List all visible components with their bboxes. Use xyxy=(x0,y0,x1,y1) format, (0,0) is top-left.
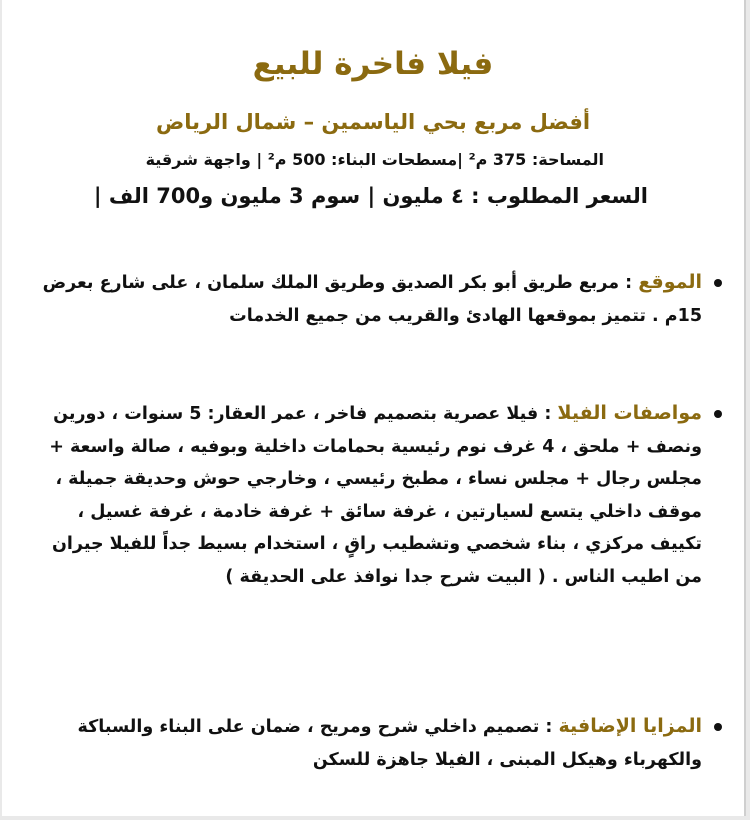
location-text: : مربع طريق أبو بكر الصديق وطريق الملك سلمان ، على شارع بعرض 15م . تتميز بموقعها الهادئ والقريب من جميع الخدمات xyxy=(42,273,702,326)
bullet-dot-icon xyxy=(714,410,722,418)
extra-features-text: : تصميم داخلي شرح ومريح ، ضمان على البناء والسباكة والكهرباء وهيكل المبنى ، الفيلا جاهزة للسكن xyxy=(77,717,702,770)
villa-specs-paragraph xyxy=(26,397,702,593)
extra-features-section xyxy=(26,710,722,776)
listing-page xyxy=(2,0,746,816)
extra-features-paragraph xyxy=(26,710,702,776)
bullet-dot-icon xyxy=(714,723,722,731)
extra-features-label: المزايا الإضافية xyxy=(558,715,702,737)
location-paragraph xyxy=(26,266,702,332)
villa-specs-text: : فيلا عصرية بتصميم فاخر ، عمر العقار: 5 سنوات ، دورين ونصف + ملحق ، 4 غرف نوم رئيسية بحمامات داخلية وبوفيه ، صالة واسعة + مجلس رجال + مجلس نساء ، مطبخ رئيسي ، وخارجي حوش وحديقة جميلة ، موقف داخلي يتسع لسيارتين ، غرفة سائق + غرفة خادمة ، غرفة غسيل ، تكييف مركزي ، بناء شخصي وتشطيب راقٍ ، استخدام بسيط جداً للفيلا جيران من اطيب الناس . ( البيت شرح جدا نوافذ على الحديقة ) xyxy=(49,404,702,587)
villa-specs-label: مواصفات الفيلا xyxy=(557,402,702,424)
bullet-dot-icon xyxy=(714,279,722,287)
location-label: الموقع xyxy=(638,271,702,293)
villa-specs-section xyxy=(26,397,722,593)
listing-title: فيلا فاخرة للبيع xyxy=(252,46,494,82)
property-specs: المساحة: 375 م² |مسطحات البناء: 500 م² | واجهة شرقية xyxy=(145,150,604,169)
listing-subtitle: أفضل مربع بحي الياسمين – شمال الرياض xyxy=(155,110,591,134)
asking-price: السعر المطلوب : ٤ مليون | سوم 3 مليون و700 الف | xyxy=(93,184,648,208)
location-section xyxy=(26,266,722,332)
